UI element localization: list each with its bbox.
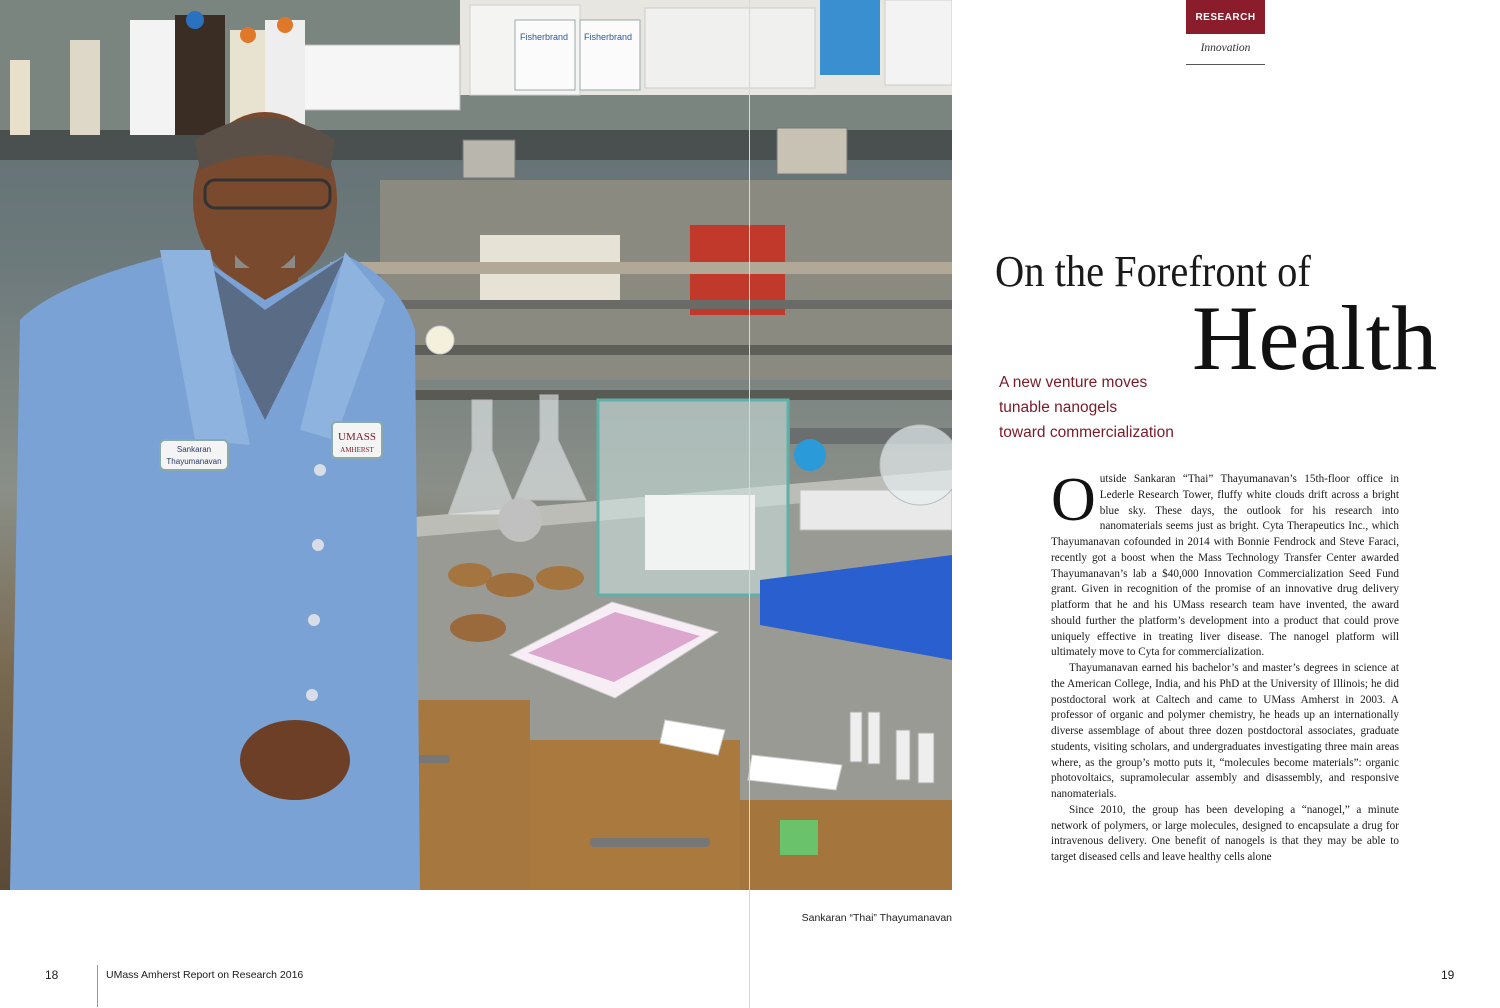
- page-number-left: 18: [45, 968, 59, 982]
- article-paragraph-3: Since 2010, the group has been developing a “nanogel,” a minute network of polymers, or large molecules, designed to encapsulate a drug for intravenous delivery. One benefit of nanogels is that they may be able to target diseased cells and leave healthy cells alone: [1051, 803, 1399, 863]
- section-rule: [1186, 64, 1265, 65]
- page-number-right: 19: [1441, 968, 1455, 982]
- spread-gutter: [749, 0, 750, 1008]
- section-subhead: Innovation: [1200, 42, 1251, 54]
- section-tab: RESEARCH: [1186, 0, 1265, 34]
- deck: [999, 370, 1199, 445]
- deck-line-3: toward commercialization: [999, 424, 1174, 441]
- fisherbrand-box-label-2: Fisherbrand: [584, 32, 633, 42]
- badge-logo-amherst: AMHERST: [340, 446, 374, 454]
- badge-logo-umass: UMASS: [338, 431, 376, 443]
- badge-name-line2: Thayumanavan: [166, 457, 222, 466]
- footer-divider: [97, 965, 98, 1007]
- headline-line2: Health: [1192, 287, 1438, 389]
- article-paragraph-2: Thayumanavan earned his bachelor’s and master’s degrees in science at the American College, India, and his PhD at the University of Illinois; he did postdoctoral work at Caltech and came to UMass Amherst in 2003. A professor of organic and polymer chemistry, he heads up an internationally diverse assemblage of about three dozen postdoctoral associates, graduate students, visiting scholars, and undergraduates investigating three main areas where, as the group’s motto puts it, “molecules become materials”: organic photovoltaics, supramolecular assembly and disassembly, and responsive nanomaterials.: [1051, 662, 1399, 800]
- badge-name-line1: Sankaran: [176, 445, 212, 454]
- article-paragraph-1: [1051, 466, 1399, 661]
- fisherbrand-box-label-1: Fisherbrand: [520, 32, 569, 42]
- article-body: [1051, 466, 1399, 866]
- drop-cap: O: [1051, 466, 1096, 534]
- headline-line1: On the Forefront of: [995, 247, 1311, 296]
- running-head: UMass Amherst Report on Research 2016: [106, 969, 304, 981]
- deck-line-1: A new venture moves: [999, 374, 1148, 391]
- photo-caption: Sankaran “Thai” Thayumanavan: [801, 912, 952, 924]
- deck-line-2: tunable nanogels: [999, 399, 1118, 416]
- paragraph-1-text: utside Sankaran “Thai” Thayumanavan’s 15th-floor office in Lederle Research Tower, fluffy white clouds drift across a bright blue sky. These days, the outlook for his research into nanomaterials seems just as bright. Cyta Therapeutics Inc., which Thayumanavan cofounded in 2014 with Bonnie Fendrock and Steve Faraci, recently got a boost when the Mass Technology Transfer Center awarded Thayumanavan’s lab a $40,000 Innovation Commercialization Seed Fund grant. Given in recognition of the promise of an innovative drug delivery platform that he and his UMass research team have invented, the award should further the platform’s development into a product that could prove uniquely effective in treating liver disease. The nanogel platform will ultimately move to Cyta for commercialization.: [1051, 473, 1399, 659]
